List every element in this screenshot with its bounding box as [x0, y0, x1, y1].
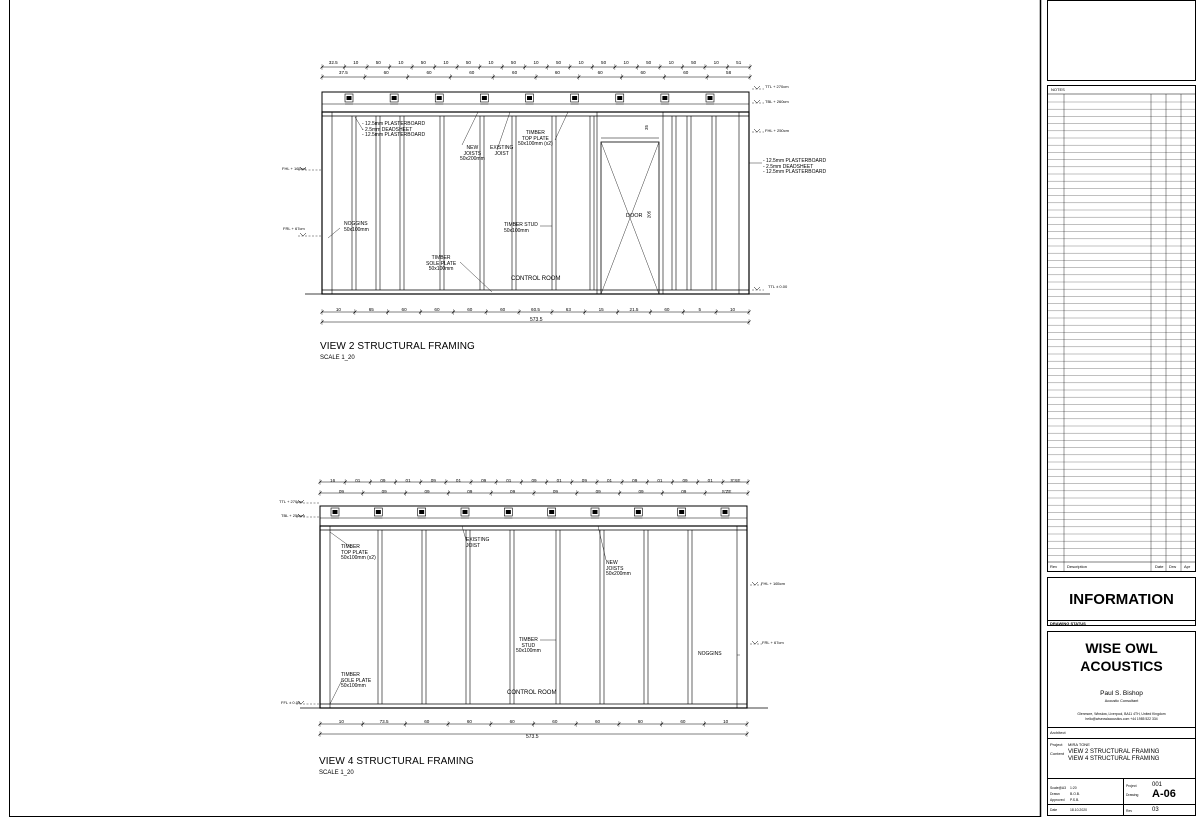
view-4-existing-joist-label: EXISTING JOIST	[466, 537, 490, 549]
v4-bot-dim-4: 60	[509, 719, 515, 724]
drawn-value: B.O.B.	[1070, 792, 1080, 796]
v4-top-dim1-5: 01	[455, 478, 462, 483]
v2-top-dim1-17: 10	[713, 60, 719, 65]
v2-top-dim1-9: 10	[533, 60, 539, 65]
view-2-level-ttl: TTL + 270cm	[765, 84, 789, 89]
scale-value: 1:20	[1070, 786, 1077, 790]
v4-top-dim1-16: S'SE	[730, 478, 741, 483]
v2-top-dim2-6: 60	[597, 70, 603, 75]
view-4-top-plate-label: TIMBER TOP PLATE 50x100mm (x2)	[341, 544, 376, 562]
view-4-scale: SCALE 1_20	[319, 770, 354, 776]
v2-top-dim2-4: 60	[512, 70, 518, 75]
v4-bot-dim-2: 60	[424, 719, 430, 724]
v2-top-dim2-7: 60	[640, 70, 646, 75]
view-2-overall-dim: 573.5	[530, 317, 543, 323]
rev-header-drw: Drw	[1169, 564, 1177, 569]
v2-bot-dim-9: 21.5	[629, 307, 639, 312]
view-4-room-label: CONTROL ROOM	[507, 690, 557, 696]
consultant-name: Paul S. Bishop	[1100, 690, 1143, 697]
v2-bot-dim-4: 60	[467, 307, 473, 312]
v4-top-dim1-0: 16	[330, 478, 336, 483]
content-line2: VIEW 4 STRUCTURAL FRAMING	[1068, 756, 1160, 762]
v4-top-dim1-14: 09	[682, 478, 688, 483]
company-contact: hello@wiseowlacoustics.com +44 1985 522 334	[1085, 717, 1158, 721]
view-2-door-label: DOOR	[626, 213, 643, 219]
view-2-level-tbl: TBL + 260cm	[765, 99, 789, 104]
v4-bot-dim-0: 10	[338, 719, 344, 724]
view-2-plaster-right-label: - 12.5mm PLASTERBOARD - 2.5mm DEADSHEET - 12.5mm PLASTERBOARD	[763, 158, 827, 176]
v2-bot-dim-10: 60	[664, 307, 670, 312]
v4-bot-dim-5: 60	[552, 719, 558, 724]
v4-top-dim1-15: 01	[707, 478, 713, 483]
project-number-label: Project	[1126, 784, 1137, 788]
view-2-sole-plate-label: TIMBER SOLE PLATE 50x100mm	[426, 255, 457, 273]
view-2-title: VIEW 2 STRUCTURAL FRAMING	[320, 341, 475, 352]
v2-top-dim1-12: 50	[601, 60, 607, 65]
v2-bot-dim-8: 15	[598, 307, 604, 312]
v2-top-dim1-16: 50	[691, 60, 697, 65]
v2-bot-dim-2: 60	[401, 307, 407, 312]
project-label: Project	[1050, 742, 1063, 747]
view-4-level-tbl: TBL + 256cm	[281, 513, 305, 518]
v2-bot-dim-12: 10	[730, 307, 736, 312]
v4-top-dim1-11: 01	[606, 478, 613, 483]
v2-top-dim1-1: 10	[353, 60, 359, 65]
architect-label: Architect	[1050, 730, 1066, 735]
v4-top-dim1-6: 09	[481, 478, 487, 483]
view-4-title: VIEW 4 STRUCTURAL FRAMING	[319, 756, 474, 767]
view-2-plaster-left-label: - 12.5mm PLASTERBOARD - 2.5mm DEADSHEET - 12.5mm PLASTERBOARD	[362, 121, 426, 139]
v4-bot-dim-8: 60	[680, 719, 686, 724]
date-label: Date	[1050, 808, 1058, 812]
view-4-elevation	[296, 479, 768, 737]
view-2-room-label: CONTROL ROOM	[511, 276, 561, 282]
v4-top-dim2-2: 09	[424, 489, 430, 494]
v2-top-dim1-3: 10	[398, 60, 404, 65]
v2-top-dim1-6: 50	[465, 60, 471, 65]
drawing-number: A-06	[1152, 788, 1176, 800]
v2-top-dim2-1: 60	[383, 70, 389, 75]
v4-bot-dim-1: 73.5	[379, 719, 389, 724]
scale-label: Scale@A3	[1050, 786, 1067, 790]
v2-top-dim2-5: 60	[554, 70, 560, 75]
company-name-line2: ACOUSTICS	[1080, 658, 1163, 674]
v4-top-dim1-1: 01	[355, 478, 361, 483]
v2-top-dim1-7: 10	[488, 60, 494, 65]
v4-top-dim2-8: 09	[681, 489, 687, 494]
v4-bot-dim-6: 60	[594, 719, 601, 724]
v2-top-dim1-8: 50	[510, 60, 517, 65]
v4-top-dim2-0: 09	[338, 489, 344, 494]
view-2-noggins-label: NOGGINS 50x100mm	[344, 221, 369, 233]
revision-grid	[1048, 86, 1195, 571]
drawing-status-value: INFORMATION	[1069, 591, 1174, 608]
v4-top-dim1-4: 09	[430, 478, 436, 483]
content-label: Content	[1050, 751, 1065, 756]
v2-top-dim1-2: 50	[375, 60, 381, 65]
v4-bot-dim-9: 10	[723, 719, 729, 724]
rev-header-description: Description	[1067, 564, 1088, 569]
v2-top-dim1-10: 50	[555, 60, 562, 65]
revision-value: 03	[1152, 807, 1159, 813]
v4-top-dim2-3: 09	[467, 489, 473, 494]
v2-top-dim2-9: 58	[726, 70, 732, 75]
view-2-new-joists-label: NEW JOISTS 50x200mm	[460, 145, 485, 163]
v2-top-dim1-13: 10	[623, 60, 629, 65]
v2-top-dim1-0: 32.5	[328, 60, 338, 65]
v2-top-dim2-3: 60	[469, 70, 475, 75]
view-2-door-head: 35	[644, 124, 650, 131]
view-2-elevation	[298, 64, 770, 325]
v4-top-dim2-1: 09	[381, 489, 387, 494]
view-2-level-fhl: FHL + 250cm	[765, 128, 789, 133]
rev-header-apr: Apr	[1184, 564, 1191, 569]
logo-box	[1047, 0, 1196, 81]
v4-top-dim2-5: 09	[552, 489, 558, 494]
v4-bot-dim-3: 60	[466, 719, 472, 724]
view-4-sole-plate-label: TIMBER SOLE PLATE 50x100mm	[341, 672, 372, 690]
v4-top-dim2-9: S'ZE	[721, 489, 732, 494]
v2-top-dim1-15: 10	[668, 60, 674, 65]
v4-top-dim1-7: 01	[506, 478, 512, 483]
rev-header-date: Date	[1155, 564, 1164, 569]
view-4-timber-stud-label: TIMBER STUD 50x100mm	[516, 637, 541, 655]
view-4-level-floor: FFL ± 0.00	[281, 700, 301, 705]
v2-top-dim1-11: 10	[578, 60, 584, 65]
company-box	[1047, 631, 1196, 816]
v2-top-dim2-2: 60	[426, 70, 432, 75]
notes-label: NOTES	[1051, 87, 1065, 92]
view-2-timber-stud-label: TIMBER STUD 50x100mm	[504, 222, 538, 234]
v2-bot-dim-1: 65	[368, 307, 374, 312]
view-2-level-left-1: FHL + 165cm	[282, 166, 306, 171]
v4-top-dim1-8: 09	[531, 478, 537, 483]
drawn-label: Drawn	[1050, 792, 1060, 796]
project-value: MIRA TONE	[1068, 742, 1090, 747]
v4-top-dim2-4: 09	[510, 489, 516, 494]
v4-top-dim1-12: 09	[632, 478, 638, 483]
rev-header-rev: Rev	[1050, 564, 1058, 569]
v2-top-dim2-8: 60	[683, 70, 689, 75]
v4-top-dim1-2: 09	[380, 478, 386, 483]
content-line1: VIEW 2 STRUCTURAL FRAMING	[1068, 749, 1160, 755]
project-number: 001	[1152, 782, 1163, 788]
view-4-level-right-1: FHL + 165cm	[761, 581, 785, 586]
view-2-door-height: 205	[646, 210, 652, 219]
v4-top-dim1-3: 01	[405, 478, 411, 483]
view-2-level-floor: TTL ± 0.00	[768, 284, 788, 289]
v4-top-dim2-7: 09	[638, 489, 644, 494]
view-4-noggins-label: NOGGINS	[698, 651, 722, 657]
v4-bot-dim-7: 60	[637, 719, 643, 724]
v2-top-dim1-14: 50	[646, 60, 652, 65]
approved-label: Approved	[1050, 798, 1065, 802]
v2-bot-dim-7: 63	[565, 307, 571, 312]
view-4-level-ttl: TTL + 270cm	[279, 499, 303, 504]
v2-bot-dim-3: 60	[434, 307, 440, 312]
approved-value: P.S.B.	[1070, 798, 1080, 802]
view-4-overall-dim: 573.5	[526, 734, 539, 740]
v2-bot-dim-0: 10	[335, 307, 341, 312]
v4-top-dim1-13: 01	[657, 478, 663, 483]
company-name-line1: WISE OWL	[1085, 640, 1158, 656]
v2-top-dim1-18: 51	[736, 60, 742, 65]
v4-top-dim1-9: 01	[556, 478, 562, 483]
view-4-new-joists-label: NEW JOISTS 50x200mm	[606, 560, 631, 578]
v2-bot-dim-5: 60	[500, 307, 506, 312]
view-2-existing-joist-label: EXISTING JOIST	[490, 145, 514, 157]
revision-label: Rev	[1126, 809, 1133, 813]
status-box	[1047, 577, 1196, 626]
date-value: 18.10.2020	[1070, 808, 1087, 812]
view-2-scale: SCALE 1_20	[320, 355, 355, 361]
v4-top-dim1-10: 09	[581, 478, 587, 483]
v2-top-dim1-5: 10	[443, 60, 449, 65]
wall-frame-v4	[320, 526, 747, 708]
company-address: Glenmore, Winslow, Liverpool, BA11 4TH, United Kingdom	[1077, 712, 1166, 716]
consultant-role: Acoustic Consultant	[1104, 699, 1139, 703]
v2-bot-dim-11: 5	[698, 307, 701, 312]
v2-bot-dim-6: 60.5	[531, 307, 540, 312]
view-4-level-right-2: FRL + 67cm	[762, 640, 784, 645]
drawing-number-label: Drawing	[1126, 793, 1139, 797]
view-2-level-left-2: FRL + 67cm	[283, 226, 305, 231]
notes-revision-box	[1047, 85, 1196, 572]
v4-top-dim2-6: 09	[595, 489, 601, 494]
drawing-status-label: DRAWING STATUS	[1050, 621, 1086, 626]
v2-top-dim2-0: 37.5	[338, 70, 348, 75]
view-2-top-plate-label: TIMBER TOP PLATE 50x100mm (x2)	[518, 130, 553, 148]
v2-top-dim1-4: 50	[420, 60, 426, 65]
ceiling-joist-band	[322, 92, 749, 112]
